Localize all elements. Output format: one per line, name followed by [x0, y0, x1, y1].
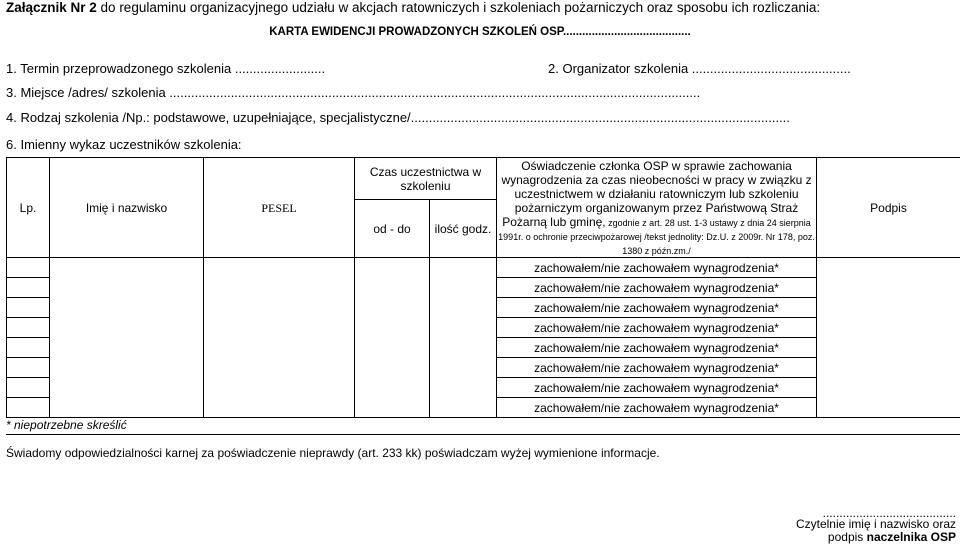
attachment-description: do regulaminu organizacyjnego udziału w akcjach ratowniczych i szkoleniach pożarniczych oraz sposobu ich rozliczania: [96, 0, 821, 15]
cell-statement[interactable]: zachowałem/nie zachowałem wynagrodzenia* [497, 358, 817, 378]
statement-main: Oświadczenie członka OSP w sprawie zachowania wynagrodzenia za czas nieobecności w pracy w związku z uczestnictwem w działaniu ratowniczym lub szkoleniu pożarniczym organizowanym przez Państwową Straż Pożarną lub gminę, [501, 158, 812, 229]
statement-legal-basis: zgodnie z art. 28 ust. 1-3 ustawy z dnia 24 sierpnia 1991r. o ochronie przeciwpożarowej /tekst jednolity: Dz.U. z 2009r. Nr 178, poz. 1380 z późn.zm./ [498, 217, 815, 256]
cell-lp[interactable] [7, 358, 50, 378]
signature-dots[interactable]: ........................................ [822, 506, 956, 520]
cell-statement[interactable]: zachowałem/nie zachowałem wynagrodzenia* [497, 258, 817, 278]
cell-name[interactable] [50, 258, 204, 418]
footnote: * niepotrzebne skreślić [6, 418, 127, 432]
cell-statement[interactable]: zachowałem/nie zachowałem wynagrodzenia* [497, 378, 817, 398]
document-title: KARTA EWIDENCJI PROWADZONYCH SZKOLEŃ OSP........................................ [269, 26, 691, 38]
header-statement [497, 158, 817, 258]
cell-lp[interactable] [7, 398, 50, 418]
cell-statement[interactable]: zachowałem/nie zachowałem wynagrodzenia* [497, 338, 817, 358]
cell-signature[interactable] [817, 258, 960, 418]
field-organizer[interactable]: 2. Organizator szkolenia ............................................ [548, 61, 851, 76]
cell-statement[interactable]: zachowałem/nie zachowałem wynagrodzenia* [497, 278, 817, 298]
header-pesel: PESEL [204, 158, 355, 258]
signature-caption-1: Czytelnie imię i nazwisko oraz [795, 517, 956, 531]
cell-pesel[interactable] [204, 258, 355, 418]
cell-lp[interactable] [7, 378, 50, 398]
signature-caption-2 [828, 530, 956, 544]
header-lp: Lp. [7, 158, 50, 258]
cell-statement[interactable]: zachowałem/nie zachowałem wynagrodzenia* [497, 298, 817, 318]
cell-lp[interactable] [7, 338, 50, 358]
cell-statement[interactable]: zachowałem/nie zachowałem wynagrodzenia* [497, 398, 817, 418]
header-time-group: Czas uczestnictwa w szkoleniu [355, 158, 497, 200]
field-type[interactable]: 4. Rodzaj szkolenia /Np.: podstawowe, uzupełniające, specjalistyczne/......................................................................................................... [6, 110, 790, 125]
field-term[interactable]: 1. Termin przeprowadzonego szkolenia ......................... [6, 61, 326, 76]
header-from-to: od - do [355, 200, 430, 258]
header-signature: Podpis [817, 158, 960, 258]
attachment-number: Załącznik Nr 2 [6, 0, 97, 15]
cell-lp[interactable] [7, 278, 50, 298]
cell-from-to[interactable] [355, 258, 430, 418]
cell-hours[interactable] [430, 258, 497, 418]
field-place[interactable]: 3. Miejsce /adres/ szkolenia ................................................................................................................................................... [6, 85, 701, 100]
header-hours: ilość godz. [430, 200, 497, 258]
signature-caption-plain: podpis [827, 530, 867, 544]
attachment-header [6, 0, 820, 15]
cell-statement[interactable]: zachowałem/nie zachowałem wynagrodzenia* [497, 318, 817, 338]
cell-lp[interactable] [7, 258, 50, 278]
participants-table [6, 157, 960, 418]
divider-line [6, 434, 960, 435]
cell-lp[interactable] [7, 318, 50, 338]
declaration-text: Świadomy odpowiedzialności karnej za poświadczenie nieprawdy (art. 233 kk) poświadczam wyżej wymienione informacje. [6, 446, 660, 460]
header-name: Imię i nazwisko [50, 158, 204, 258]
cell-lp[interactable] [7, 298, 50, 318]
signature-caption-bold: naczelnika OSP [866, 530, 956, 544]
participants-heading: 6. Imienny wykaz uczestników szkolenia: [6, 137, 242, 152]
table-row [7, 258, 960, 278]
